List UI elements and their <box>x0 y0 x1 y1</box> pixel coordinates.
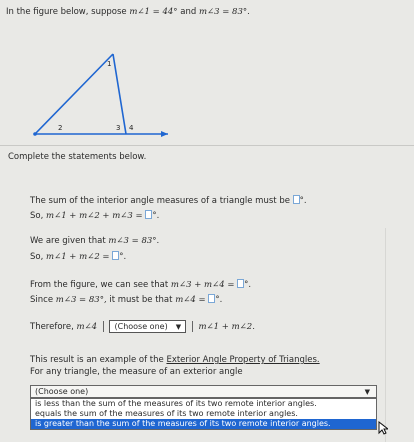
so-label: So, <box>30 211 44 221</box>
option-greater-than[interactable]: is greater than the sum of the measures of its two remote interior angles. <box>31 419 376 429</box>
figure-text: From the figure, we can see that <box>30 280 169 290</box>
interior-sum-input[interactable] <box>293 195 300 204</box>
given-angle-1: m∠1 = 44° <box>129 7 178 17</box>
property-text: This result is an example of the <box>30 355 164 365</box>
given-angle-3: m∠3 = 83°. <box>198 7 250 17</box>
given-text: We are given that <box>30 236 106 246</box>
statement-linear-pair <box>30 279 251 290</box>
angle-4-term: m∠4 <box>76 322 98 332</box>
instructions: Complete the statements below. <box>8 152 147 162</box>
degree-symbol: °. <box>244 280 252 290</box>
option-less-than[interactable]: is less than the sum of the measures of its two remote interior angles. <box>35 399 317 408</box>
degree-symbol: °. <box>152 211 160 221</box>
right-side <box>113 54 126 134</box>
statement-interior-sum <box>30 195 307 206</box>
panel-edge <box>385 228 386 442</box>
exterior-angle-property-link[interactable]: Exterior Angle Property of Triangles. <box>166 355 320 365</box>
exterior-angle-select[interactable] <box>30 385 377 398</box>
statement-property <box>30 355 320 365</box>
question-prefix: In the figure below, suppose <box>6 7 127 17</box>
left-side <box>35 54 113 134</box>
chevron-down-icon: ▼ <box>364 388 370 396</box>
degree-symbol: °. <box>299 196 307 206</box>
triangle-figure <box>30 52 170 142</box>
angle-1-2-expression: m∠1 + m∠2 = <box>46 252 110 262</box>
angle-sum-expression: m∠1 + m∠2 + m∠3 = <box>46 211 143 221</box>
must-be-text: it must be that <box>109 295 173 305</box>
statement-exterior-angle <box>30 367 243 377</box>
section-divider <box>0 145 414 146</box>
question-text <box>6 7 250 17</box>
so-label: So, <box>30 252 44 262</box>
statement-1-text: The sum of the interior angle measures of a triangle must be <box>30 196 290 206</box>
comparison-select[interactable] <box>109 320 186 333</box>
given-expression: m∠3 = 83°. <box>108 236 160 246</box>
statement-angle-sum <box>30 210 159 221</box>
question-and: and <box>180 7 197 17</box>
since-expression: m∠3 = 83°, <box>55 295 107 305</box>
angle-label-3: 3 <box>116 124 121 132</box>
dropdown-options <box>30 398 377 430</box>
angle-label-4: 4 <box>129 124 134 132</box>
extension-arrow <box>161 131 168 137</box>
exterior-angle-text: For any triangle, the measure of an exterior angle <box>30 367 243 377</box>
angle-1-2-term: m∠1 + m∠2. <box>198 322 255 332</box>
statement-angle-4 <box>30 294 222 305</box>
since-label: Since <box>30 295 54 305</box>
angle-3-4-expression: m∠3 + m∠4 = <box>170 280 235 290</box>
exterior-angle-select-value: (Choose one) <box>35 387 89 396</box>
statement-therefore <box>30 320 255 333</box>
therefore-label: Therefore, <box>30 322 74 332</box>
comparison-select-value: (Choose one) <box>114 322 168 331</box>
angle-4-expression: m∠4 = <box>175 295 206 305</box>
statement-given <box>30 236 159 246</box>
mouse-cursor-icon <box>378 421 388 435</box>
angle-label-1: 1 <box>107 60 112 68</box>
degree-symbol: °. <box>119 252 127 262</box>
option-equals[interactable]: equals the sum of the measures of its two remote interior angles. <box>35 409 298 418</box>
statement-angle-1-2 <box>30 251 126 262</box>
degree-symbol: °. <box>215 295 223 305</box>
chevron-down-icon: ▼ <box>175 323 182 331</box>
angle-label-2: 2 <box>58 124 63 132</box>
vertex-left <box>33 132 37 136</box>
divider <box>192 321 193 332</box>
divider <box>103 321 104 332</box>
